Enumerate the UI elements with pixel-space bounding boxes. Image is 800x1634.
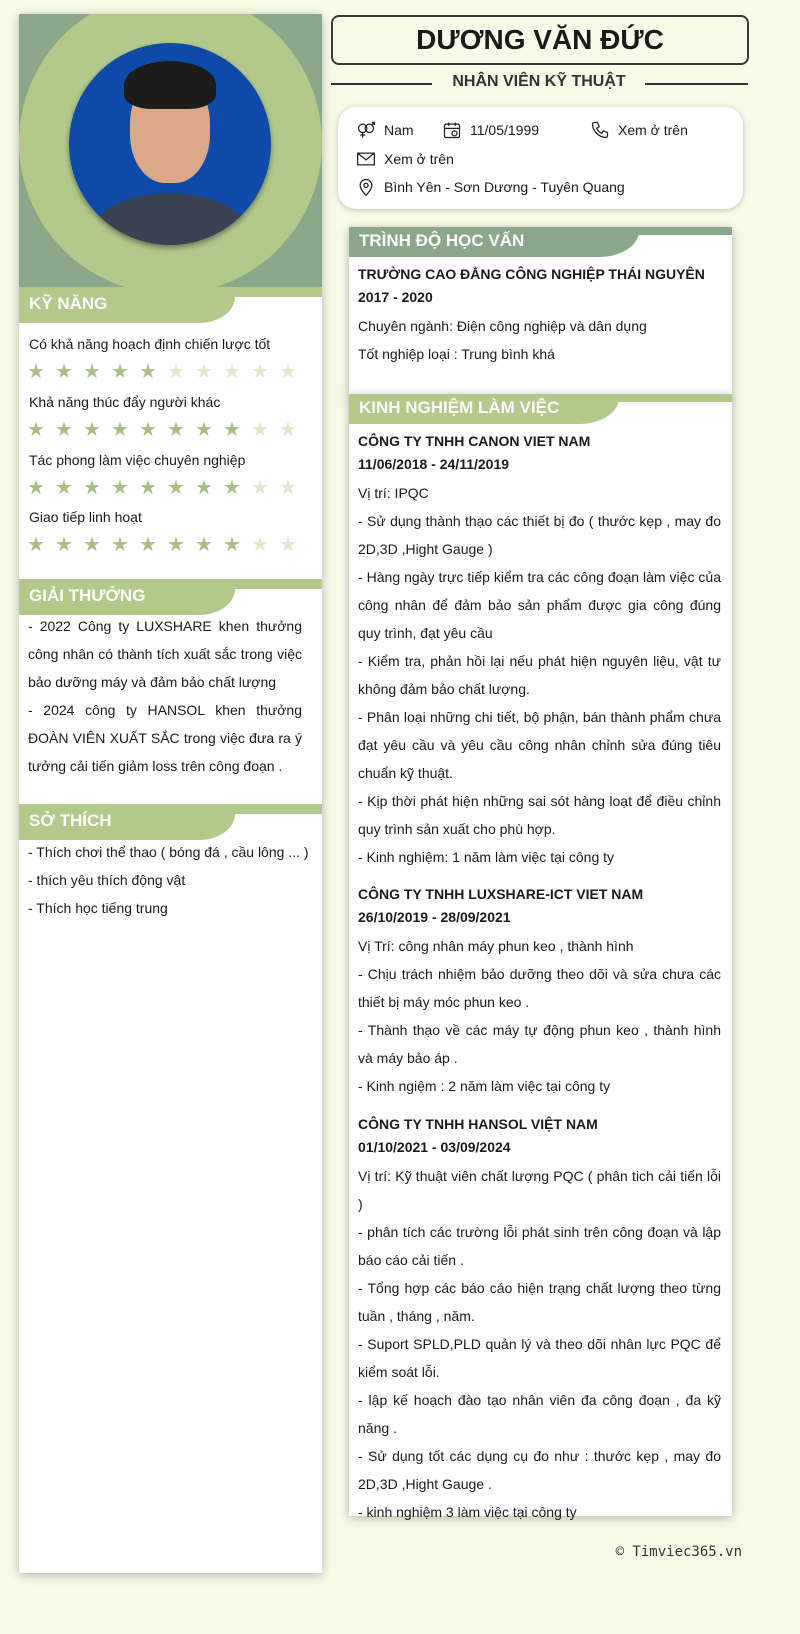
star-icon: ★ <box>83 419 101 441</box>
phone-icon <box>590 120 610 140</box>
star-icon: ★ <box>27 477 45 499</box>
contact-info-box <box>338 107 743 209</box>
star-icon: ★ <box>111 534 129 556</box>
address-info: Bình Yên - Sơn Dương - Tuyên Quang <box>356 177 625 197</box>
phone-info: Xem ở trên <box>590 120 688 140</box>
education-heading: TRÌNH ĐỘ HỌC VẤN <box>349 227 732 257</box>
birthday-info: 11/05/1999 <box>442 120 539 140</box>
star-icon: ★ <box>55 534 73 556</box>
star-icon: ★ <box>223 419 241 441</box>
star-icon: ★ <box>279 361 297 383</box>
job-details: Vị trí: Kỹ thuật viên chất lượng PQC ( phân tich cải tiến lỗi ) - phân tích các trường lỗi phát sinh trên công đoạn và lập báo cáo cải tiến . - Tổng hợp các báo cáo hiện trạng chất lượng theo từng tuần , tháng , năm. - Suport SPLD,PLD quản lý và theo dõi nhân lực PQC để kiểm soát lỗi. - lập kế hoạch đào tạo nhân viên đa công đoạn , đa kỹ năng . - Sử dụng tốt các dụng cụ đo như : thước kẹp , may đo 2D,3D ,Hight Gauge . - kinh nghiệm 3 làm việc tại công ty <box>358 1168 721 1520</box>
title-divider-left <box>331 83 432 85</box>
location-pin-icon <box>356 177 376 197</box>
star-icon: ★ <box>279 419 297 441</box>
title-divider-right <box>645 83 748 85</box>
star-icon: ★ <box>167 419 185 441</box>
email-icon <box>356 149 376 169</box>
star-icon: ★ <box>195 534 213 556</box>
photo-panel <box>19 14 322 296</box>
avatar <box>69 43 271 245</box>
star-icon: ★ <box>83 361 101 383</box>
skill-rating <box>27 421 297 441</box>
star-icon: ★ <box>27 534 45 556</box>
gender-info: Nam <box>356 120 414 140</box>
gender-icon <box>356 120 376 140</box>
hobby-item: - Thích học tiếng trung <box>28 900 168 916</box>
star-icon: ★ <box>27 419 45 441</box>
candidate-name: DƯƠNG VĂN ĐỨC <box>331 15 749 65</box>
job-details: Vị trí: IPQC - Sử dụng thành thạo các thiết bị đo ( thước kẹp , may đo 2D,3D ,Hight Gauge ) - Hàng ngày trực tiếp kiểm tra các công đoạn làm việc của công nhân để đảm bảo sản phẩm được gia công đúng quy trình, đạt yêu cầu - Kiểm tra, phản hồi lại nếu phát hiện nguyên liệu, vật tư không đảm bảo chất lượng. - Phân loại những chi tiết, bộ phận, bán thành phẩm chưa đạt yêu cầu và yêu cầu công nhân chỉnh sửa đúng tiêu chuẩn kỹ thuật. - Kịp thời phát hiện những sai sót hàng loạt để điều chỉnh quy trình sản xuất cho phù hợp. - Kinh nghiệm: 1 năm làm việc tại công ty <box>358 485 721 865</box>
job-company: CÔNG TY TNHH CANON VIET NAM <box>358 433 591 449</box>
awards-list <box>28 612 302 780</box>
star-icon: ★ <box>223 534 241 556</box>
star-icon: ★ <box>55 361 73 383</box>
star-icon: ★ <box>195 419 213 441</box>
job-company: CÔNG TY TNHH LUXSHARE-ICT VIET NAM <box>358 886 644 902</box>
star-icon: ★ <box>251 361 269 383</box>
job-title: NHÂN VIÊN KỸ THUẬT <box>452 73 626 90</box>
star-icon: ★ <box>223 361 241 383</box>
skill-rating <box>27 363 297 383</box>
star-icon: ★ <box>139 361 157 383</box>
email-info: Xem ở trên <box>356 149 454 169</box>
star-icon: ★ <box>111 419 129 441</box>
job-period: 11/06/2018 - 24/11/2019 <box>358 456 510 472</box>
hobbies-list <box>28 838 318 922</box>
star-icon: ★ <box>167 477 185 499</box>
experience-heading: KINH NGHIỆM LÀM VIỆC <box>349 394 732 424</box>
award-item: - 2024 công ty HANSOL khen thưởng ĐOÀN VIÊN XUẤT SẮC trong việc đưa ra ý tưởng cải tiến giảm loss trên công đoạn . <box>28 702 302 774</box>
star-icon: ★ <box>27 361 45 383</box>
education-period: 2017 - 2020 <box>358 289 433 305</box>
star-icon: ★ <box>279 477 297 499</box>
star-icon: ★ <box>279 534 297 556</box>
skill-rating <box>27 536 297 556</box>
star-icon: ★ <box>111 361 129 383</box>
star-icon: ★ <box>83 477 101 499</box>
job-period: 01/10/2021 - 03/09/2024 <box>358 1139 511 1155</box>
star-icon: ★ <box>139 477 157 499</box>
star-icon: ★ <box>195 361 213 383</box>
education-major: Chuyên ngành: Điện công nghiệp và dân dụng <box>358 318 647 334</box>
job-period: 26/10/2019 - 28/09/2021 <box>358 909 511 925</box>
star-icon: ★ <box>167 361 185 383</box>
skills-heading: KỸ NĂNG <box>19 287 322 323</box>
education-grade: Tốt nghiệp loại : Trung bình khá <box>358 346 555 362</box>
footer-watermark: © Timviec365.vn <box>615 1544 742 1560</box>
left-column <box>19 14 322 1573</box>
hobbies-heading: SỞ THÍCH <box>19 804 322 840</box>
star-icon: ★ <box>55 477 73 499</box>
star-icon: ★ <box>251 419 269 441</box>
skill-rating <box>27 479 297 499</box>
star-icon: ★ <box>55 419 73 441</box>
star-icon: ★ <box>83 534 101 556</box>
star-icon: ★ <box>195 477 213 499</box>
star-icon: ★ <box>251 477 269 499</box>
star-icon: ★ <box>139 534 157 556</box>
star-icon: ★ <box>111 477 129 499</box>
education-school: TRƯỜNG CAO ĐẲNG CÔNG NGHIỆP THÁI NGUYÊN <box>358 266 705 282</box>
award-item: - 2022 Công ty LUXSHARE khen thưởng công nhân có thành tích xuất sắc trong việc bảo dưỡng máy và đảm bảo chất lượng <box>28 618 302 690</box>
star-icon: ★ <box>139 419 157 441</box>
calendar-icon <box>442 120 462 140</box>
awards-heading: GIẢI THƯỞNG <box>19 579 322 615</box>
skill-name: Tác phong làm việc chuyên nghiệp <box>29 452 246 468</box>
skill-name: Có khả năng hoạch định chiến lược tốt <box>29 336 271 352</box>
hobby-item: - Thích chơi thể thao ( bóng đá , cầu lông ... ) <box>28 844 309 860</box>
skill-name: Giao tiếp linh hoạt <box>29 509 142 525</box>
skill-name: Khả năng thúc đẩy người khác <box>29 394 221 410</box>
job-details: Vị Trí: công nhân máy phun keo , thành hình - Chịu trách nhiệm bảo dưỡng theo dõi và sửa chưa các thiết bị máy móc phun keo . - Thành thạo về các máy tự động phun keo , thành hình và máy bảo áp . - Kinh ngiệm : 2 năm làm việc tại công ty <box>358 938 721 1094</box>
star-icon: ★ <box>223 477 241 499</box>
star-icon: ★ <box>167 534 185 556</box>
star-icon: ★ <box>251 534 269 556</box>
hobby-item: - thích yêu thích động vật <box>28 872 186 888</box>
job-company: CÔNG TY TNHH HANSOL VIỆT NAM <box>358 1116 598 1132</box>
